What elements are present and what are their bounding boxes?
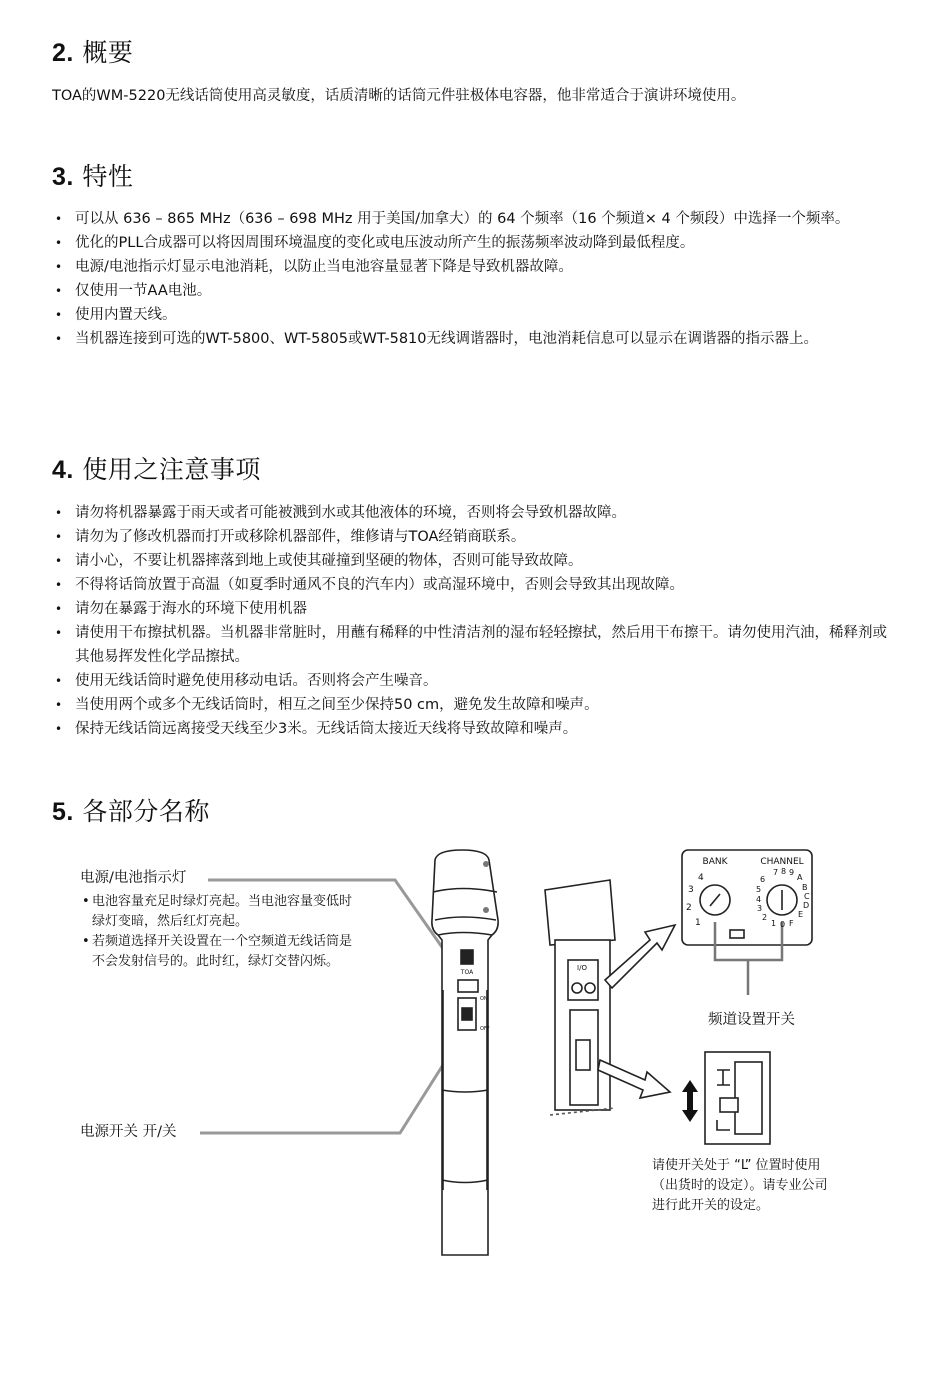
double-arrow-icon <box>682 1080 698 1122</box>
battery-compartment-illustration <box>545 880 615 1115</box>
parts-illustration <box>40 830 920 1280</box>
feature-item: • 仅使用一节AA电池。 <box>52 279 897 303</box>
feature-item: • 可以从 636 – 865 MHz（636 – 698 MHz 用于美国/加拿大）的 64 个频率（16 个频道× 4 个频段）中选择一个频率。 <box>52 207 897 231</box>
precaution-item: • 保持无线话筒远离接受天线至少3米。无线话筒太接近天线将导致故障和噪声。 <box>52 717 897 741</box>
section-5-heading <box>52 792 210 828</box>
channel-switch-label: 频道设置开关 <box>708 1012 795 1028</box>
section-4-heading <box>52 450 261 486</box>
channel-label: CHANNEL <box>760 857 804 867</box>
channel-digit: 2 <box>762 913 768 922</box>
channel-digit: 1 <box>771 919 777 928</box>
section-5-number: 5. <box>52 798 74 826</box>
precaution-item: • 使用无线话筒时避免使用移动电话。否则将会产生噪音。 <box>52 669 897 693</box>
zoom-arrow-dials <box>605 925 675 988</box>
precaution-item: • 请勿在暴露于海水的环境下使用机器 <box>52 597 897 621</box>
section-2-heading <box>52 33 133 69</box>
section-4-title: 使用之注意事项 <box>82 455 261 484</box>
precautions-list <box>52 501 897 741</box>
section-3-number: 3. <box>52 163 74 191</box>
power-switch-label: 电源开关 开/关 <box>80 1124 177 1140</box>
feature-item: • 电源/电池指示灯显示电池消耗，以防止当电池容量显著下降是导致机器故障。 <box>52 255 897 279</box>
channel-digit: 9 <box>789 868 795 877</box>
bank-label: BANK <box>702 857 728 867</box>
microphone-illustration <box>432 850 498 1255</box>
precaution-item: • 不得将话筒放置于高温（如夏季时通风不良的汽车内）或高湿环境中，否则会导致其出现故障。 <box>52 573 897 597</box>
channel-digit: B <box>802 883 808 892</box>
precaution-item: • 请勿将机器暴露于雨天或者可能被溅到水或其他液体的环境，否则将会导致机器故障。 <box>52 501 897 525</box>
indicator-leader-line <box>208 880 465 980</box>
bank-digit: 4 <box>698 873 704 883</box>
feature-item: • 优化的PLL合成器可以将因周围环境温度的变化或电压波动所产生的振荡频率波动降到最低程度。 <box>52 231 897 255</box>
mic-brand-text: TOA <box>460 969 474 976</box>
bank-digit: 3 <box>688 885 694 895</box>
lh-switch-box <box>705 1052 770 1144</box>
feature-item: • 使用内置天线。 <box>52 303 897 327</box>
channel-digit: 7 <box>773 868 779 877</box>
section-2-number: 2. <box>52 39 74 67</box>
io-label: I/O <box>577 964 587 972</box>
channel-digit: F <box>789 919 794 928</box>
parts-diagram <box>40 830 920 1280</box>
channel-digit: 3 <box>757 904 763 913</box>
indicator-label: 电源/电池指示灯 <box>80 870 187 886</box>
precaution-item: • 请勿为了修改机器而打开或移除机器部件，维修请与TOA经销商联系。 <box>52 525 897 549</box>
precaution-item: • 请小心，不要让机器摔落到地上或使其碰撞到坚硬的物体，否则可能导致故障。 <box>52 549 897 573</box>
features-list <box>52 207 897 351</box>
feature-item: • 当机器连接到可选的WT-5800、WT-5805或WT-5810无线调谐器时，电池消耗信息可以显示在调谐器的指示器上。 <box>52 327 897 351</box>
section-4-number: 4. <box>52 456 74 484</box>
section-5-title: 各部分名称 <box>82 797 210 826</box>
lh-switch-note: 请使开关处于 “L” 位置时使用（出货时的设定）。请专业公司进行此开关的设定。 <box>652 1158 828 1213</box>
channel-digit: C <box>804 892 810 901</box>
section-3-title: 特性 <box>82 162 134 191</box>
mic-switch-on-text: ON <box>480 996 488 1002</box>
channel-digit: A <box>797 873 803 882</box>
channel-digit: 8 <box>781 867 787 876</box>
precaution-item: • 请使用干布擦拭机器。当机器非常脏时，用蘸有稀释的中性清洁剂的湿布轻轻擦拭，然后用干布擦干。请勿使用汽油，稀释剂或其他易挥发性化学品擦拭。 <box>52 621 897 669</box>
section-2-title: 概要 <box>82 38 134 67</box>
channel-digit: 4 <box>756 895 762 904</box>
precaution-item: • 当使用两个或多个无线话筒时，相互之间至少保持50 cm，避免发生故障和噪声。 <box>52 693 897 717</box>
bank-digit: 1 <box>695 918 701 928</box>
channel-digit: 5 <box>756 885 762 894</box>
indicator-note: • 电池容量充足时绿灯亮起。当电池容量变低时绿灯变暗，然后红灯亮起。 <box>82 892 352 932</box>
mic-switch-off-text: OFF <box>480 1026 490 1032</box>
channel-digit: 0 <box>780 920 786 929</box>
channel-digit: D <box>803 901 810 910</box>
section-3-heading <box>52 157 133 193</box>
power-switch-leader-line <box>200 1030 465 1133</box>
channel-digit: E <box>798 910 804 919</box>
channel-digit: 6 <box>760 875 766 884</box>
bank-digit: 2 <box>686 903 692 913</box>
overview-text: TOA的WM-5220无线话筒使用高灵敏度，话质清晰的话筒元件驻极体电容器，他非常适合于演讲环境使用。 <box>52 88 746 104</box>
indicator-note: • 若频道选择开关设置在一个空频道无线话筒是不会发射信号的。此时红，绿灯交替闪烁。 <box>82 932 352 972</box>
